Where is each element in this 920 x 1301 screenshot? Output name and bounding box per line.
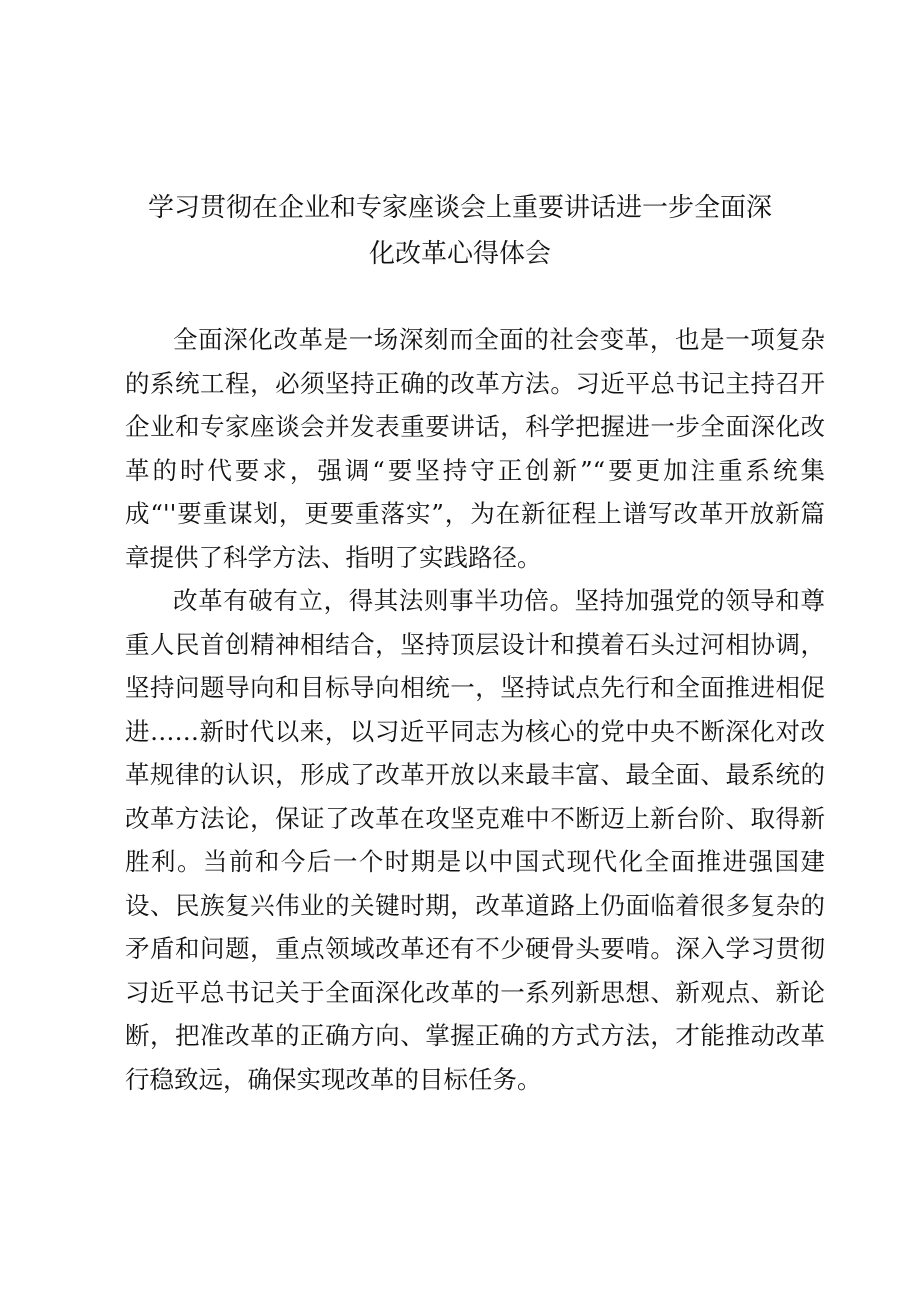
title-line-2: 化改革心得体会 [368, 239, 551, 270]
title-line-1: 学习贯彻在企业和专家座谈会上重要讲话进一步全面深 [147, 193, 772, 224]
document-title [110, 185, 810, 277]
paragraph-2: 改革有破有立，得其法则事半功倍。坚持加强党的领导和尊重人民首创精神相结合，坚持顶层设计和摸着石头过河相协调，坚持问题导向和目标导向相统一，坚持试点先行和全面推进相促进……新时代以来，以习近平同志为核心的党中央不断深化对改革规律的认识，形成了改革开放以来最丰富、最全面、最系统的改革方法论，保证了改革在攻坚克难中不断迈上新台阶、取得新胜利。当前和今后一个时期是以中国式现代化全面推进强国建设、民族复兴伟业的关键时期，改革道路上仍面临着很多复杂的矛盾和问题，重点领域改革还有不少硬骨头要啃。深入学习贯彻习近平总书记关于全面深化改革的一系列新思想、新观点、新论断，把准改革的正确方向、掌握正确的方式方法，才能推动改革行稳致远，确保实现改革的目标任务。 [125, 586, 825, 1094]
document-body [125, 318, 825, 1101]
paragraph-1: 全面深化改革是一场深刻而全面的社会变革，也是一项复杂的系统工程，必须坚持正确的改革方法。习近平总书记主持召开企业和专家座谈会并发表重要讲话，科学把握进一步全面深化改革的时代要求，强调“要坚持守正创新”“要更加注重系统集成“''要重谋划，更要重落实”，为在新征程上谱写改革开放新篇章提供了科学方法、指明了实践路径。 [125, 325, 825, 572]
